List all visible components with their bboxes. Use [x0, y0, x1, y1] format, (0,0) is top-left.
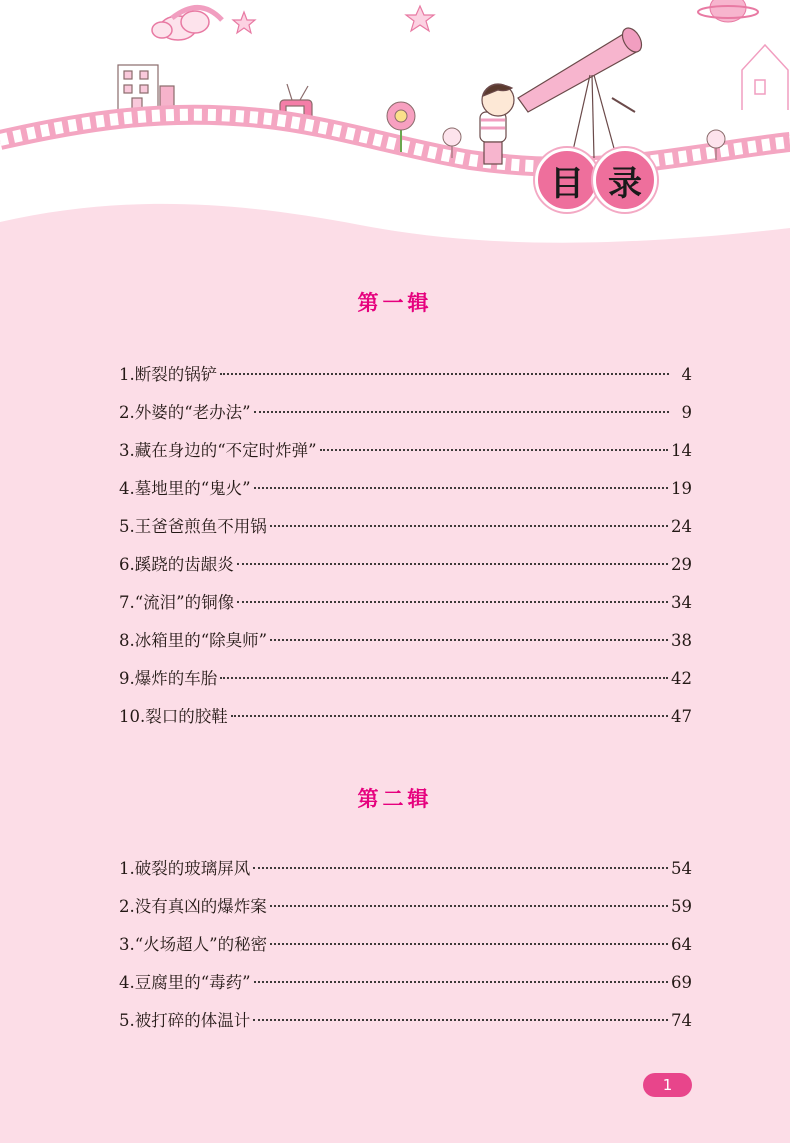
toc-entry[interactable]	[119, 888, 692, 926]
toc-entry-page: 54	[671, 859, 692, 878]
toc-entry[interactable]	[119, 964, 692, 1002]
toc-entry-title: 5.被打碎的体温计	[119, 1011, 251, 1030]
toc-entry[interactable]	[119, 470, 692, 508]
leader-dots	[270, 525, 668, 527]
toc-entry[interactable]	[119, 546, 692, 584]
header-illustration	[0, 0, 790, 260]
toc-entry-page: 38	[671, 631, 692, 650]
toc-entry-title: 4.墓地里的“鬼火”	[119, 479, 251, 498]
toc-entry-page: 29	[671, 555, 692, 574]
leader-dots	[254, 487, 668, 489]
leader-dots	[253, 867, 668, 869]
toc-entry-page: 19	[671, 479, 692, 498]
toc-entry-title: 9.爆炸的车胎	[119, 669, 218, 688]
toc-list-section-2	[119, 850, 692, 1040]
toc-title-badge	[535, 148, 657, 212]
toc-entry[interactable]	[119, 432, 692, 470]
toc-entry-title: 2.外婆的“老办法”	[119, 403, 251, 422]
header-scene	[0, 0, 790, 260]
planet-icon	[698, 0, 758, 22]
toc-list-section-1	[119, 356, 692, 736]
toc-entry-page: 64	[671, 935, 692, 954]
toc-entry-page: 59	[671, 897, 692, 916]
toc-entry[interactable]	[119, 584, 692, 622]
toc-entry-title: 10.裂口的胶鞋	[119, 707, 228, 726]
toc-entry-title: 8.冰箱里的“除臭师”	[119, 631, 268, 650]
toc-entry-page: 24	[671, 517, 692, 536]
toc-entry-title: 1.破裂的玻璃屏风	[119, 859, 251, 878]
leader-dots	[254, 411, 669, 413]
toc-entry-page: 9	[681, 403, 692, 422]
toc-entry-title: 2.没有真凶的爆炸案	[119, 897, 267, 916]
leader-dots	[237, 563, 668, 565]
toc-entry[interactable]	[119, 356, 692, 394]
section-title-2: 第二辑	[357, 787, 433, 811]
leader-dots	[220, 677, 668, 679]
toc-entry-title: 1.断裂的锅铲	[119, 365, 218, 384]
cloud-icon	[152, 7, 222, 40]
toc-entry[interactable]	[119, 622, 692, 660]
leader-dots	[253, 1019, 668, 1021]
leader-dots	[220, 373, 669, 375]
toc-title-char-2: 录	[593, 148, 657, 212]
toc-entry[interactable]	[119, 394, 692, 432]
leader-dots	[270, 905, 668, 907]
toc-entry[interactable]	[119, 1002, 692, 1040]
toc-entry[interactable]	[119, 508, 692, 546]
toc-entry-title: 3.“火场超人”的秘密	[119, 935, 268, 954]
toc-entry[interactable]	[119, 850, 692, 888]
toc-entry[interactable]	[119, 698, 692, 736]
page-number-badge: 1	[643, 1073, 692, 1097]
castle-icon	[742, 45, 788, 110]
leader-dots	[231, 715, 668, 717]
leader-dots	[270, 943, 668, 945]
toc-entry-page: 47	[671, 707, 692, 726]
toc-entry-title: 4.豆腐里的“毒药”	[119, 973, 251, 992]
star-icon	[233, 6, 434, 33]
leader-dots	[270, 639, 668, 641]
toc-entry-page: 42	[671, 669, 692, 688]
toc-entry-page: 74	[671, 1011, 692, 1030]
toc-entry-page: 34	[671, 593, 692, 612]
section-title-1: 第一辑	[357, 291, 433, 315]
kid-with-telescope-icon	[480, 25, 645, 164]
toc-entry-title: 5.王爸爸煎鱼不用锅	[119, 517, 267, 536]
toc-entry-page: 14	[671, 441, 692, 460]
toc-entry[interactable]	[119, 926, 692, 964]
toc-entry-title: 6.蹊跷的齿龈炎	[119, 555, 234, 574]
toc-entry-page: 69	[671, 973, 692, 992]
toc-entry[interactable]	[119, 660, 692, 698]
toc-title-char-1: 目	[535, 148, 599, 212]
toc-entry-title: 3.藏在身边的“不定时炸弹”	[119, 441, 317, 460]
leader-dots	[320, 449, 668, 451]
toc-entry-page: 4	[681, 365, 692, 384]
leader-dots	[237, 601, 668, 603]
toc-entry-title: 7.“流泪”的铜像	[119, 593, 235, 612]
leader-dots	[254, 981, 668, 983]
